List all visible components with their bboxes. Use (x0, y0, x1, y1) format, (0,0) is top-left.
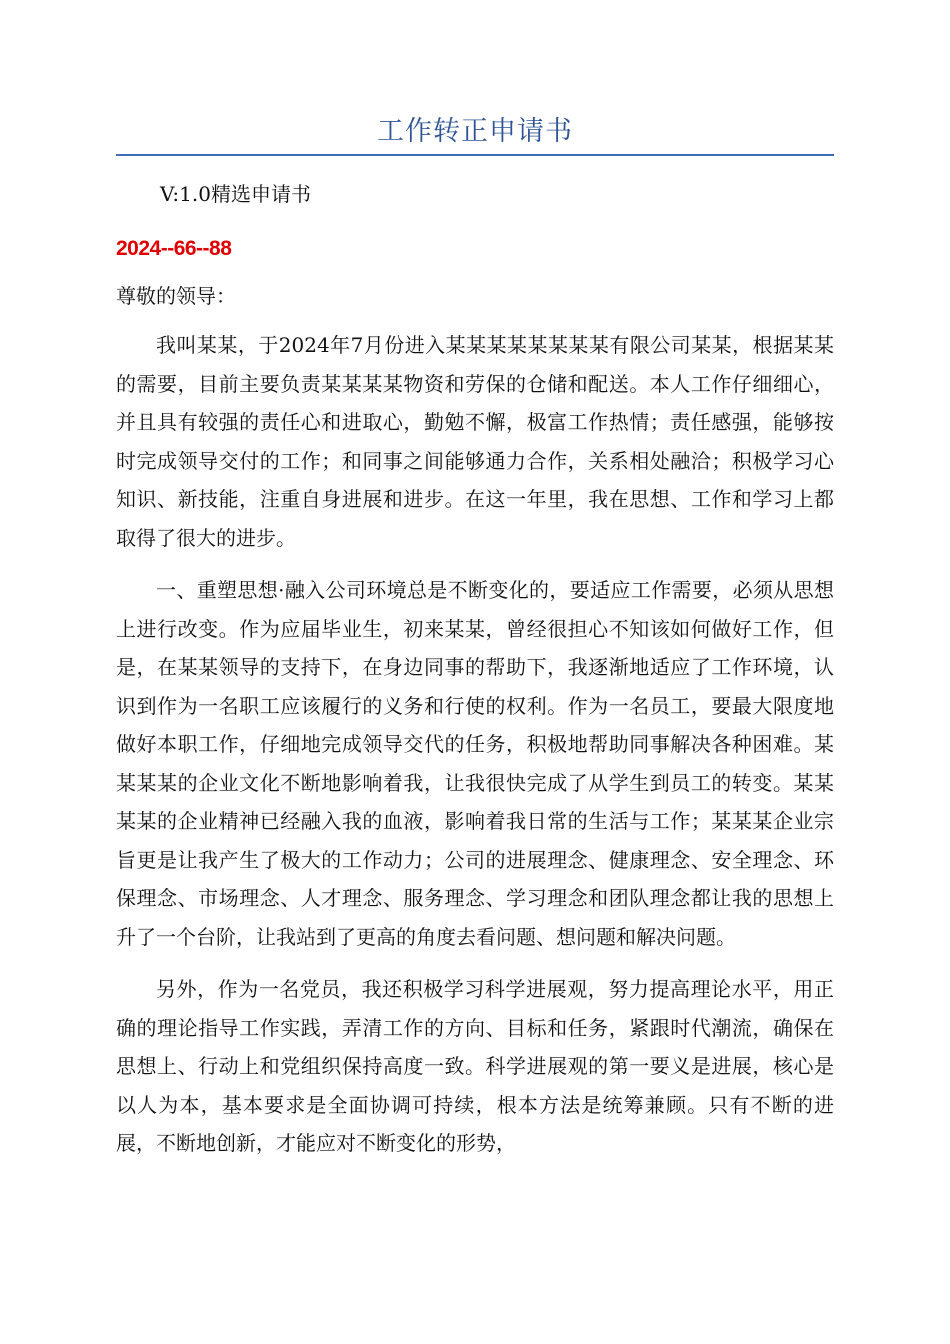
document-body (116, 326, 834, 1177)
salutation: 尊敬的领导： (116, 284, 236, 308)
version-label: V:1.0精选申请书 (160, 182, 311, 206)
body-paragraph-3: 另外，作为一名党员，我还积极学习科学进展观，努力提高理论水平，用正确的理论指导工作实践，弄清工作的方向、目标和任务，紧跟时代潮流，确保在思想上、行动上和党组织保持高度一致。科学进展观的第一要义是进展，核心是以人为本，基本要求是全面协调可持续，根本方法是统筹兼顾。只有不断的进展，不断地创新，才能应对不断变化的形势， (116, 977, 834, 1155)
title-underline (116, 154, 834, 156)
document-title: 工作转正申请书 (377, 116, 573, 147)
document-date: 2024--66--88 (116, 237, 232, 260)
body-paragraph-2: 一、重塑思想·融入公司环境总是不断变化的，要适应工作需要，必须从思想上进行改变。作为应届毕业生，初来某某，曾经很担心不知该如何做好工作，但是，在某某领导的支持下，在身边同事的帮助下，我逐渐地适应了工作环境，认识到作为一名职工应该履行的义务和行使的权利。作为一名员工，要最大限度地做好本职工作，仔细地完成领导交代的任务，积极地帮助同事解决各种困难。某某某某的企业文化不断地影响着我，让我很快完成了从学生到员工的转变。某某某某的企业精神已经融入我的血液，影响着我日常的生活与工作；某某某企业宗旨更是让我产生了极大的工作动力；公司的进展理念、健康理念、安全理念、环保理念、市场理念、人才理念、服务理念、学习理念和团队理念都让我的思想上升了一个台阶，让我站到了更高的角度去看问题、想问题和解决问题。 (116, 578, 834, 949)
body-paragraph-1: 我叫某某，于2024年7月份进入某某某某某某某某有限公司某某，根据某某的需要，目前主要负责某某某某物资和劳保的仓储和配送。本人工作仔细细心，并且具有较强的责任心和进取心，勤勉不懈，极富工作热情；责任感强，能够按时完成领导交付的工作；和同事之间能够通力合作，关系相处融洽；积极学习心知识、新技能，注重自身进展和进步。在这一年里，我在思想、工作和学习上都取得了很大的进步。 (116, 333, 834, 550)
